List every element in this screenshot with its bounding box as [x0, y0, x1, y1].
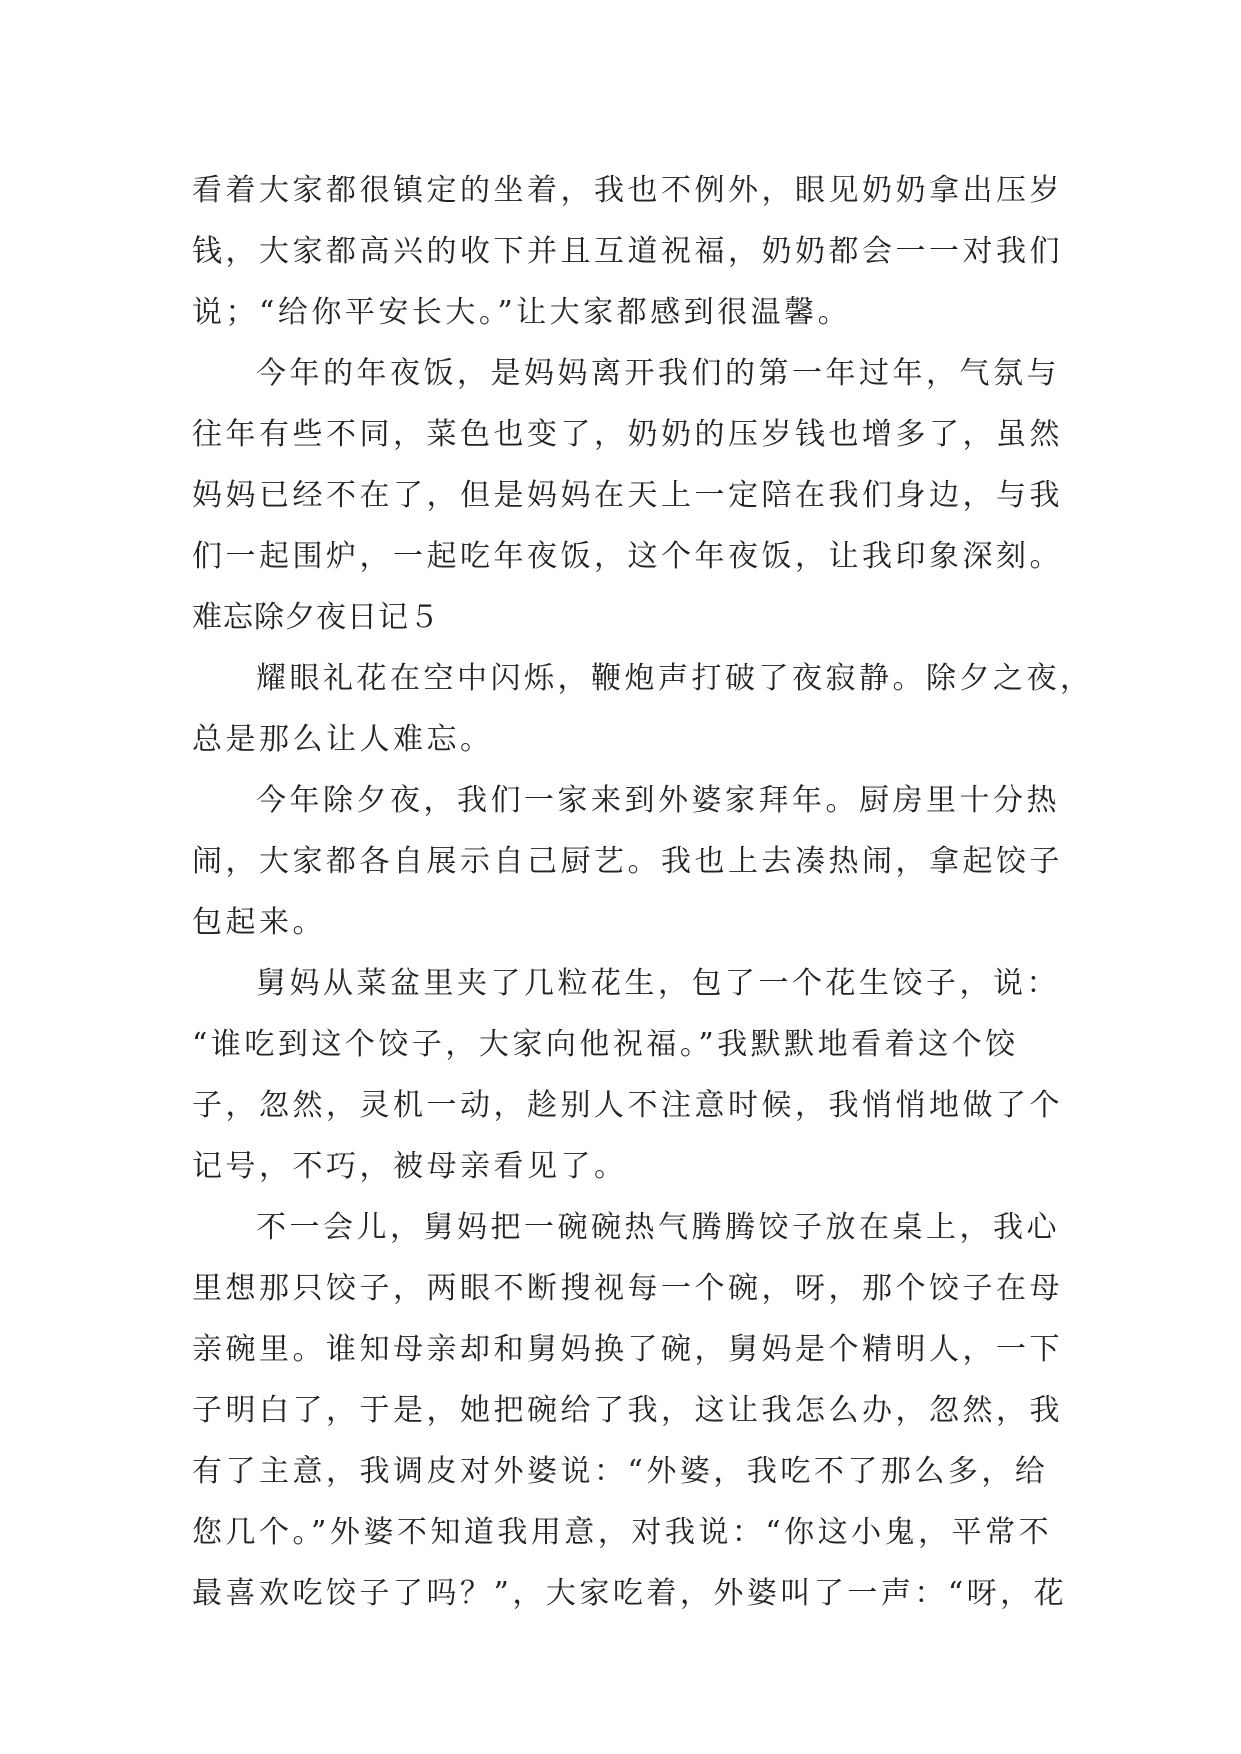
paragraph-first-line: 今年的年夜饭，是妈妈离开我们的第一年过年，气氛与	[256, 356, 1060, 391]
text-line: 子，忽然，灵机一动，趁别人不注意时候，我悄悄地做了个	[192, 1088, 1063, 1123]
text-line: 总是那么让人难忘。	[192, 722, 494, 757]
text-line: 往年有些不同，菜色也变了，奶奶的压岁钱也增多了，虽然	[192, 417, 1063, 452]
paragraph-first-line: 舅妈从菜盆里夹了几粒花生，包了一个花生饺子，说：	[256, 966, 1060, 1001]
text-line: 看着大家都很镇定的坐着，我也不例外，眼见奶奶拿出压岁	[192, 173, 1063, 208]
text-line: 里想那只饺子，两眼不断搜视每一个碗，呀，那个饺子在母	[192, 1271, 1063, 1306]
text-line: 亲碗里。谁知母亲却和舅妈换了碗，舅妈是个精明人，一下	[192, 1332, 1063, 1367]
text-line: 子明白了，于是，她把碗给了我，这让我怎么办，忽然，我	[192, 1393, 1063, 1428]
text-line: 包起来。	[192, 905, 326, 940]
document-body	[192, 160, 1094, 1624]
paragraph-first-line: 耀眼礼花在空中闪烁，鞭炮声打破了夜寂静。除夕之夜，	[256, 661, 1094, 696]
text-line: 钱，大家都高兴的收下并且互道祝福，奶奶都会一一对我们	[192, 234, 1063, 269]
text-line: 们一起围炉，一起吃年夜饭，这个年夜饭，让我印象深刻。	[192, 539, 1063, 574]
text-line: 闹，大家都各自展示自己厨艺。我也上去凑热闹，拿起饺子	[192, 844, 1063, 879]
paragraph-first-line: 今年除夕夜，我们一家来到外婆家拜年。厨房里十分热	[256, 783, 1060, 818]
text-line: 妈妈已经不在了，但是妈妈在天上一定陪在我们身边，与我	[192, 478, 1063, 513]
text-line: 记号，不巧，被母亲看见了。	[192, 1149, 628, 1184]
paragraph-first-line: 不一会儿，舅妈把一碗碗热气腾腾饺子放在桌上，我心	[256, 1210, 1060, 1245]
text-line: “谁吃到这个饺子，大家向他祝福。”我默默地看着这个饺	[192, 1027, 1019, 1062]
text-line: 您几个。”外婆不知道我用意，对我说：“你这小鬼，平常不	[192, 1515, 1053, 1550]
text-line: 有了主意，我调皮对外婆说：“外婆，我吃不了那么多，给	[192, 1454, 1049, 1489]
text-line: 最喜欢吃饺子了吗？”，大家吃着，外婆叫了一声：“呀，花	[192, 1576, 1068, 1611]
text-line: 说；“给你平安长大。”让大家都感到很温馨。	[192, 295, 852, 330]
section-heading: 难忘除夕夜日记５	[192, 600, 440, 635]
